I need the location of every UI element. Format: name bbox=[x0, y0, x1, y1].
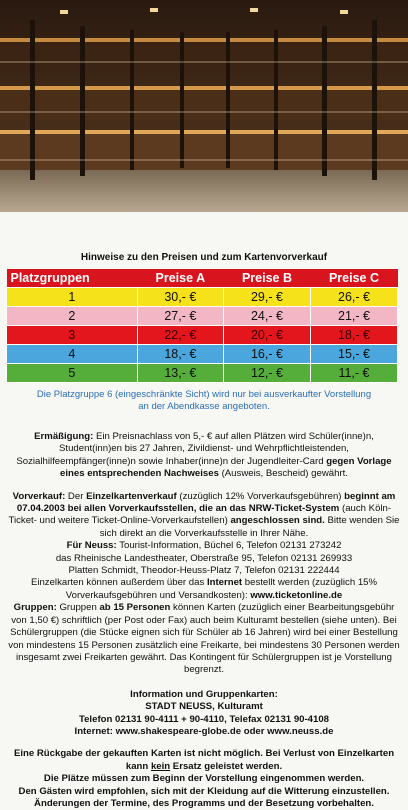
price-row-2 bbox=[7, 307, 398, 326]
price-cell: 12,- € bbox=[223, 364, 310, 383]
price-cell: 26,- € bbox=[310, 288, 397, 307]
price-table-header bbox=[7, 269, 398, 288]
changes-reserved: Änderungen der Termine, des Programms und der Besetzung vorbehalten. bbox=[34, 797, 374, 809]
seat-group-cell: 2 bbox=[7, 307, 138, 326]
presale-paragraph: Vorverkauf: Der Einzelkartenverkauf (zuzüglich 12% Vorverkaufsgebühren) beginnt am 07.04.2003 bei allen Vorverkaufsstellen, die an das NRW-Ticket-System (auch Köln-Ticket- und weitere Ticket-Online-Vorverkaufstellen) angeschlossen sind. Bitte wenden Sie sich direkt an die Vorverkaufsstelle in Ihrer Nähe. Für Neuss: Tourist-Information, Büchel 6, Telefon 02131 273242 das Rheinische Landestheater, Oberstraße 95, Telefon 02131 269933 Platten Schmidt, Theodor-Heuss-Platz 7, Telefon 02131 222444 Einzelkarten können außerdem über das Internet bestellt werden (zuzüglich 15% Vorverkaufsgebühren und Versandkosten): www.ticketonline.de Gruppen: Gruppen ab 15 Personen können Karten (zuzüglich einer Bearbeitungsgebühr von 1,50 €) schriftlich (per Post oder Fax) auch beim Kulturamt bestellen (siehe unten). Bei Schülergruppen (die Stücke eignen sich für Schüler ab 16 Jahren) wird bei einer Bestellung von mindestens 15 Personen zusätzlich eine Freikarte, bei mindestens 30 Personen werden insgesamt zwei Freikarten gewährt. Das Kontingent für Schülergruppen ist je Vorstellung begrenzt. bbox=[8, 490, 400, 676]
price-row-5 bbox=[7, 364, 398, 383]
column-header: Platzgruppen bbox=[7, 269, 138, 288]
price-row-4 bbox=[7, 345, 398, 364]
price-cell: 30,- € bbox=[137, 288, 223, 307]
presale-label: Vorverkauf: bbox=[12, 490, 66, 502]
price-cell: 20,- € bbox=[223, 326, 310, 345]
contact-title: Information und Gruppenkarten: bbox=[130, 688, 278, 700]
return-policy: Eine Rückgabe der gekauften Karten ist nicht möglich. Bei Verlust von Einzelkarten kann kein Ersatz geleistet werden. bbox=[13, 748, 395, 772]
groups-label: Gruppen: bbox=[13, 602, 57, 614]
price-row-3 bbox=[7, 326, 398, 345]
price-cell: 18,- € bbox=[137, 345, 223, 364]
ticketonline-link[interactable]: www.ticketonline.de bbox=[250, 589, 343, 601]
neuss-label: Für Neuss: bbox=[66, 540, 117, 552]
price-cell: 11,- € bbox=[310, 364, 397, 383]
contact-web[interactable]: Internet: www.shakespeare-globe.de oder www.neuss.de bbox=[74, 725, 334, 737]
column-header: Preise C bbox=[310, 269, 397, 288]
contact-org: STADT NEUSS, Kulturamt bbox=[145, 701, 263, 713]
seat-group-cell: 3 bbox=[7, 326, 138, 345]
seat-group-cell: 4 bbox=[7, 345, 138, 364]
price-cell: 27,- € bbox=[137, 307, 223, 326]
price-row-1 bbox=[7, 288, 398, 307]
pricing-heading: Hinweise zu den Preisen und zum Kartenvorverkauf bbox=[80, 252, 328, 263]
price-cell: 13,- € bbox=[137, 364, 223, 383]
discount-label: Ermäßigung: bbox=[34, 431, 94, 442]
seating-rule: Die Plätze müssen zum Beginn der Vorstellung eingenommen werden. bbox=[43, 773, 365, 785]
weather-advice: Den Gästen wird empfohlen, sich mit der Kleidung auf die Witterung einzustellen. bbox=[18, 785, 390, 797]
price-cell: 15,- € bbox=[310, 345, 397, 364]
price-cell: 21,- € bbox=[310, 307, 397, 326]
seat-group-6-note: Die Platzgruppe 6 (eingeschränkte Sicht) wird nur bei ausverkaufter Vorstellung an der Abendkasse angeboten. bbox=[36, 389, 372, 412]
price-cell: 24,- € bbox=[223, 307, 310, 326]
contact-block bbox=[8, 689, 400, 739]
price-table bbox=[6, 269, 398, 383]
theatre-interior-photo bbox=[0, 0, 408, 212]
seat-group-cell: 5 bbox=[7, 364, 138, 383]
contact-phone: Telefon 02131 90-4111 + 90-4110, Telefax 02131 90-4108 bbox=[78, 713, 330, 725]
pricing-info bbox=[0, 212, 408, 810]
price-cell: 29,- € bbox=[223, 288, 310, 307]
price-cell: 16,- € bbox=[223, 345, 310, 364]
column-header: Preise B bbox=[223, 269, 310, 288]
price-cell: 22,- € bbox=[137, 326, 223, 345]
column-header: Preise A bbox=[137, 269, 223, 288]
price-cell: 18,- € bbox=[310, 326, 397, 345]
discount-paragraph: Ermäßigung: Ein Preisnachlass von 5,- € auf allen Plätzen wird Schüler(inne)n, Student(inn)en bis 27 Jahren, Zivildienst- und Wehrpflichtleistenden, Sozialhilfeempfänger(inne)n sowie Inhaber(inne)n der Jugendleiter-Card gegen Vorlage eines entsprechenden Nachweises (Ausweis, Bescheid) gewährt. bbox=[16, 431, 392, 480]
seat-group-cell: 1 bbox=[7, 288, 138, 307]
terms-block bbox=[8, 748, 400, 810]
